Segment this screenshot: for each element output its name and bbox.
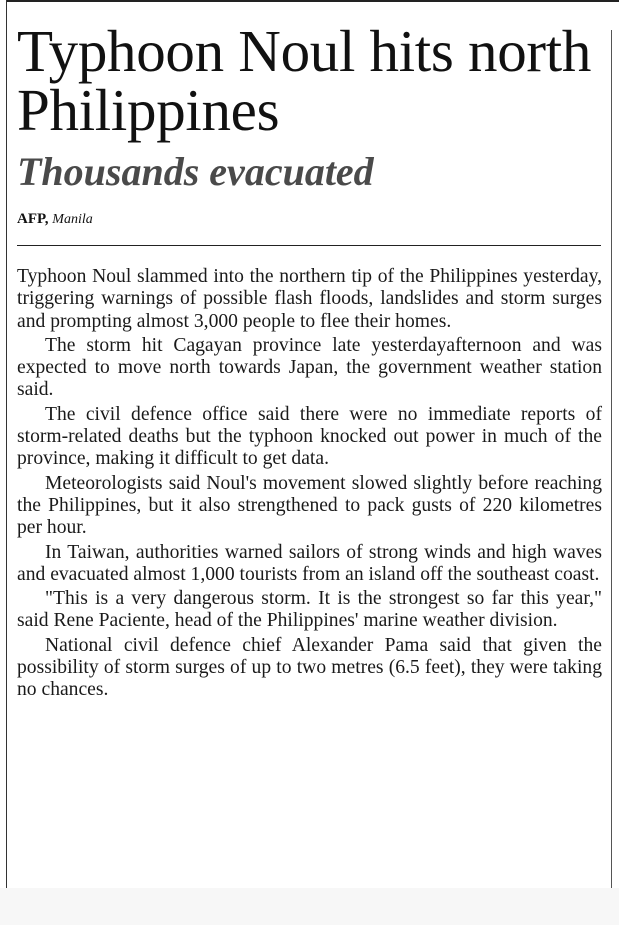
paragraph-6: "This is a very dangerous storm. It is the strongest so far this year," said Rene Paciente, head of the Philippines' marine weather division. [17,588,602,632]
paragraph-2: The storm hit Cagayan province late yesterdayafternoon and was expected to move north towards Japan, the government weather station said. [17,334,602,401]
byline-divider [17,245,601,246]
headline: Typhoon Noul hits north Philippines [17,18,592,143]
top-rule [6,0,619,2]
right-column-rule [611,30,612,888]
left-column-rule [6,0,7,888]
page-bottom-margin [0,888,619,925]
paragraph-3: The civil defence office said there were no immediate reports of storm-related deaths but the typhoon knocked out power in much of the province, making it difficult to get data. [17,403,602,470]
news-article [17,18,602,704]
subheadline: Thousands evacuated [17,149,374,194]
byline-location: Manila [52,212,93,227]
paragraph-4: Meteorologists said Noul's movement slowed slightly before reaching the Philippines, but it also strengthened to pack gusts of 220 kilometres per hour. [17,472,602,539]
byline-agency: AFP, [17,211,49,227]
byline [17,210,602,229]
paragraph-5: In Taiwan, authorities warned sailors of strong winds and high waves and evacuated almost 1,000 tourists from an island off the southeast coast. [17,541,602,585]
paragraph-1: Typhoon Noul slammed into the northern tip of the Philippines yesterday, triggering warnings of possible flash floods, landslides and storm surges and prompting almost 3,000 people to flee their homes. [17,266,602,332]
paragraph-7: National civil defence chief Alexander Pama said that given the possibility of storm surges of up to two metres (6.5 feet), they were taking no chances. [17,634,602,701]
article-body [17,266,602,702]
